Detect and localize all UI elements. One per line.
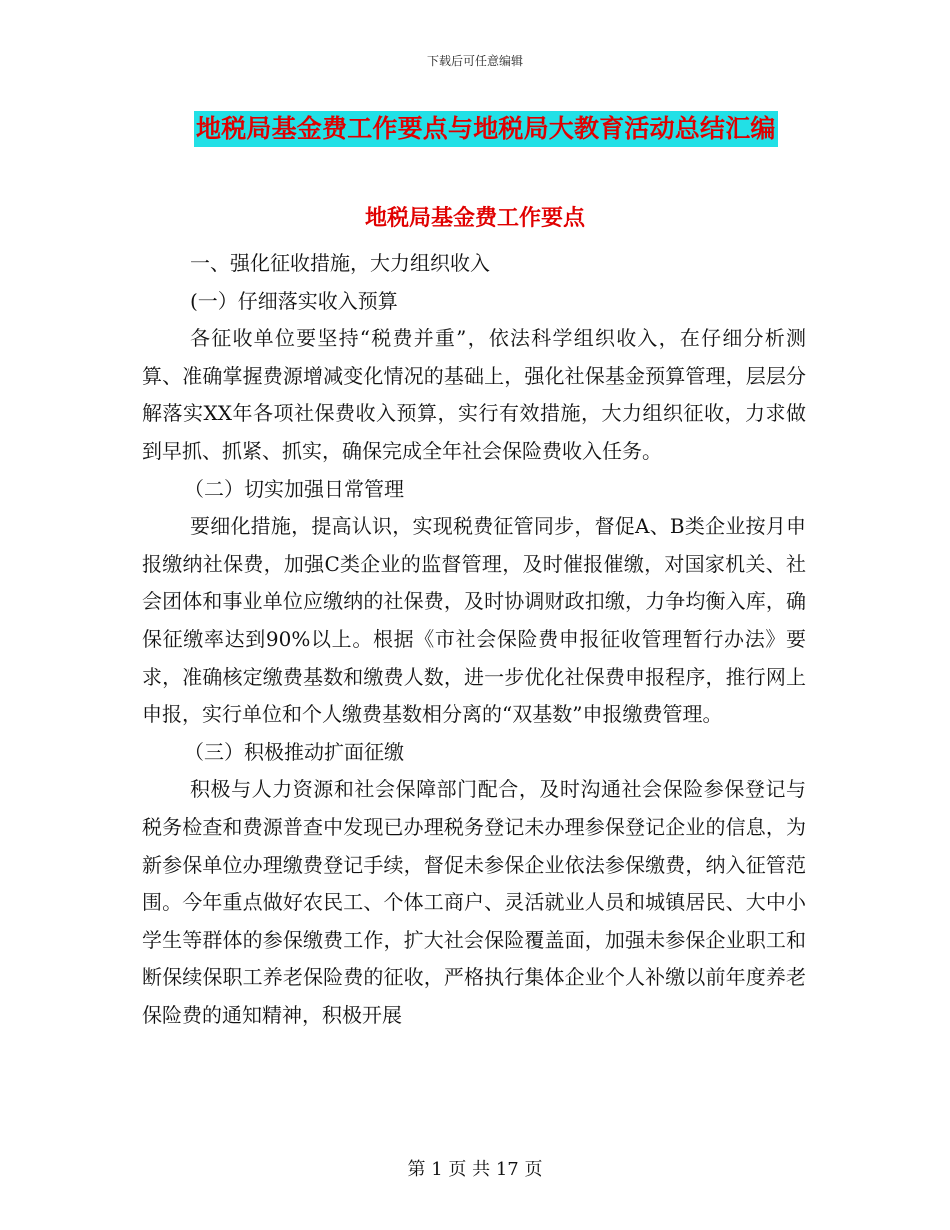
page-header-note: 下载后可任意编辑 <box>426 54 523 68</box>
subheading-1: (一）仔细落实收入预算 <box>190 288 398 313</box>
document-title-highlight <box>194 111 778 147</box>
subheading-3: （三）积极推动扩面征缴 <box>184 739 404 764</box>
paragraph-2: 要细化措施，提高认识，实现税费征管同步，督促A、B类企业按月申报缴纳社保费，加强C类企业的监督管理，及时催报催缴，对国家机关、社会团体和事业单位应缴纳的社保费，及时协调财政扣缴，力争均衡入库，确保征缴率达到90%以上。根据《市社会保险费申报征收管理暂行办法》要求，准确核定缴费基数和缴费人数，进一步优化社保费申报程序，推行网上申报，实行单位和个人缴费基数相分离的“双基数”申报缴费管理。 <box>142 514 806 727</box>
document-body <box>142 245 806 1034</box>
page-footer: 第 1 页 共 17 页 <box>407 1159 543 1180</box>
paragraph-1: 各征收单位要坚持“税费并重”，依法科学组织收入，在仔细分析测算、准确掌握费源增减变化情况的基础上，强化社保基金预算管理，层层分解落实XX年各项社保费收入预算，实行有效措施，大力组织征收，力求做到早抓、抓紧、抓实，确保完成全年社会保险费收入任务。 <box>142 326 806 463</box>
heading-level-1: 一、强化征收措施，大力组织收入 <box>190 251 490 275</box>
subheading-2: （二）切实加强日常管理 <box>184 476 404 501</box>
section-title: 地税局基金费工作要点 <box>364 205 585 231</box>
document-title: 地税局基金费工作要点与地税局大教育活动总结汇编 <box>196 114 776 143</box>
paragraph-3: 积极与人力资源和社会保障部门配合，及时沟通社会保险参保登记与税务检查和费源普查中发现已办理税务登记未办理参保登记企业的信息，为新参保单位办理缴费登记手续，督促未参保企业依法参保缴费，纳入征管范围。今年重点做好农民工、个体工商户、灵活就业人员和城镇居民、大中小学生等群体的参保缴费工作，扩大社会保险覆盖面，加强未参保企业职工和断保续保职工养老保险费的征收，严格执行集体企业个人补缴以前年度养老保险费的通知精神，积极开展 <box>142 777 806 1027</box>
